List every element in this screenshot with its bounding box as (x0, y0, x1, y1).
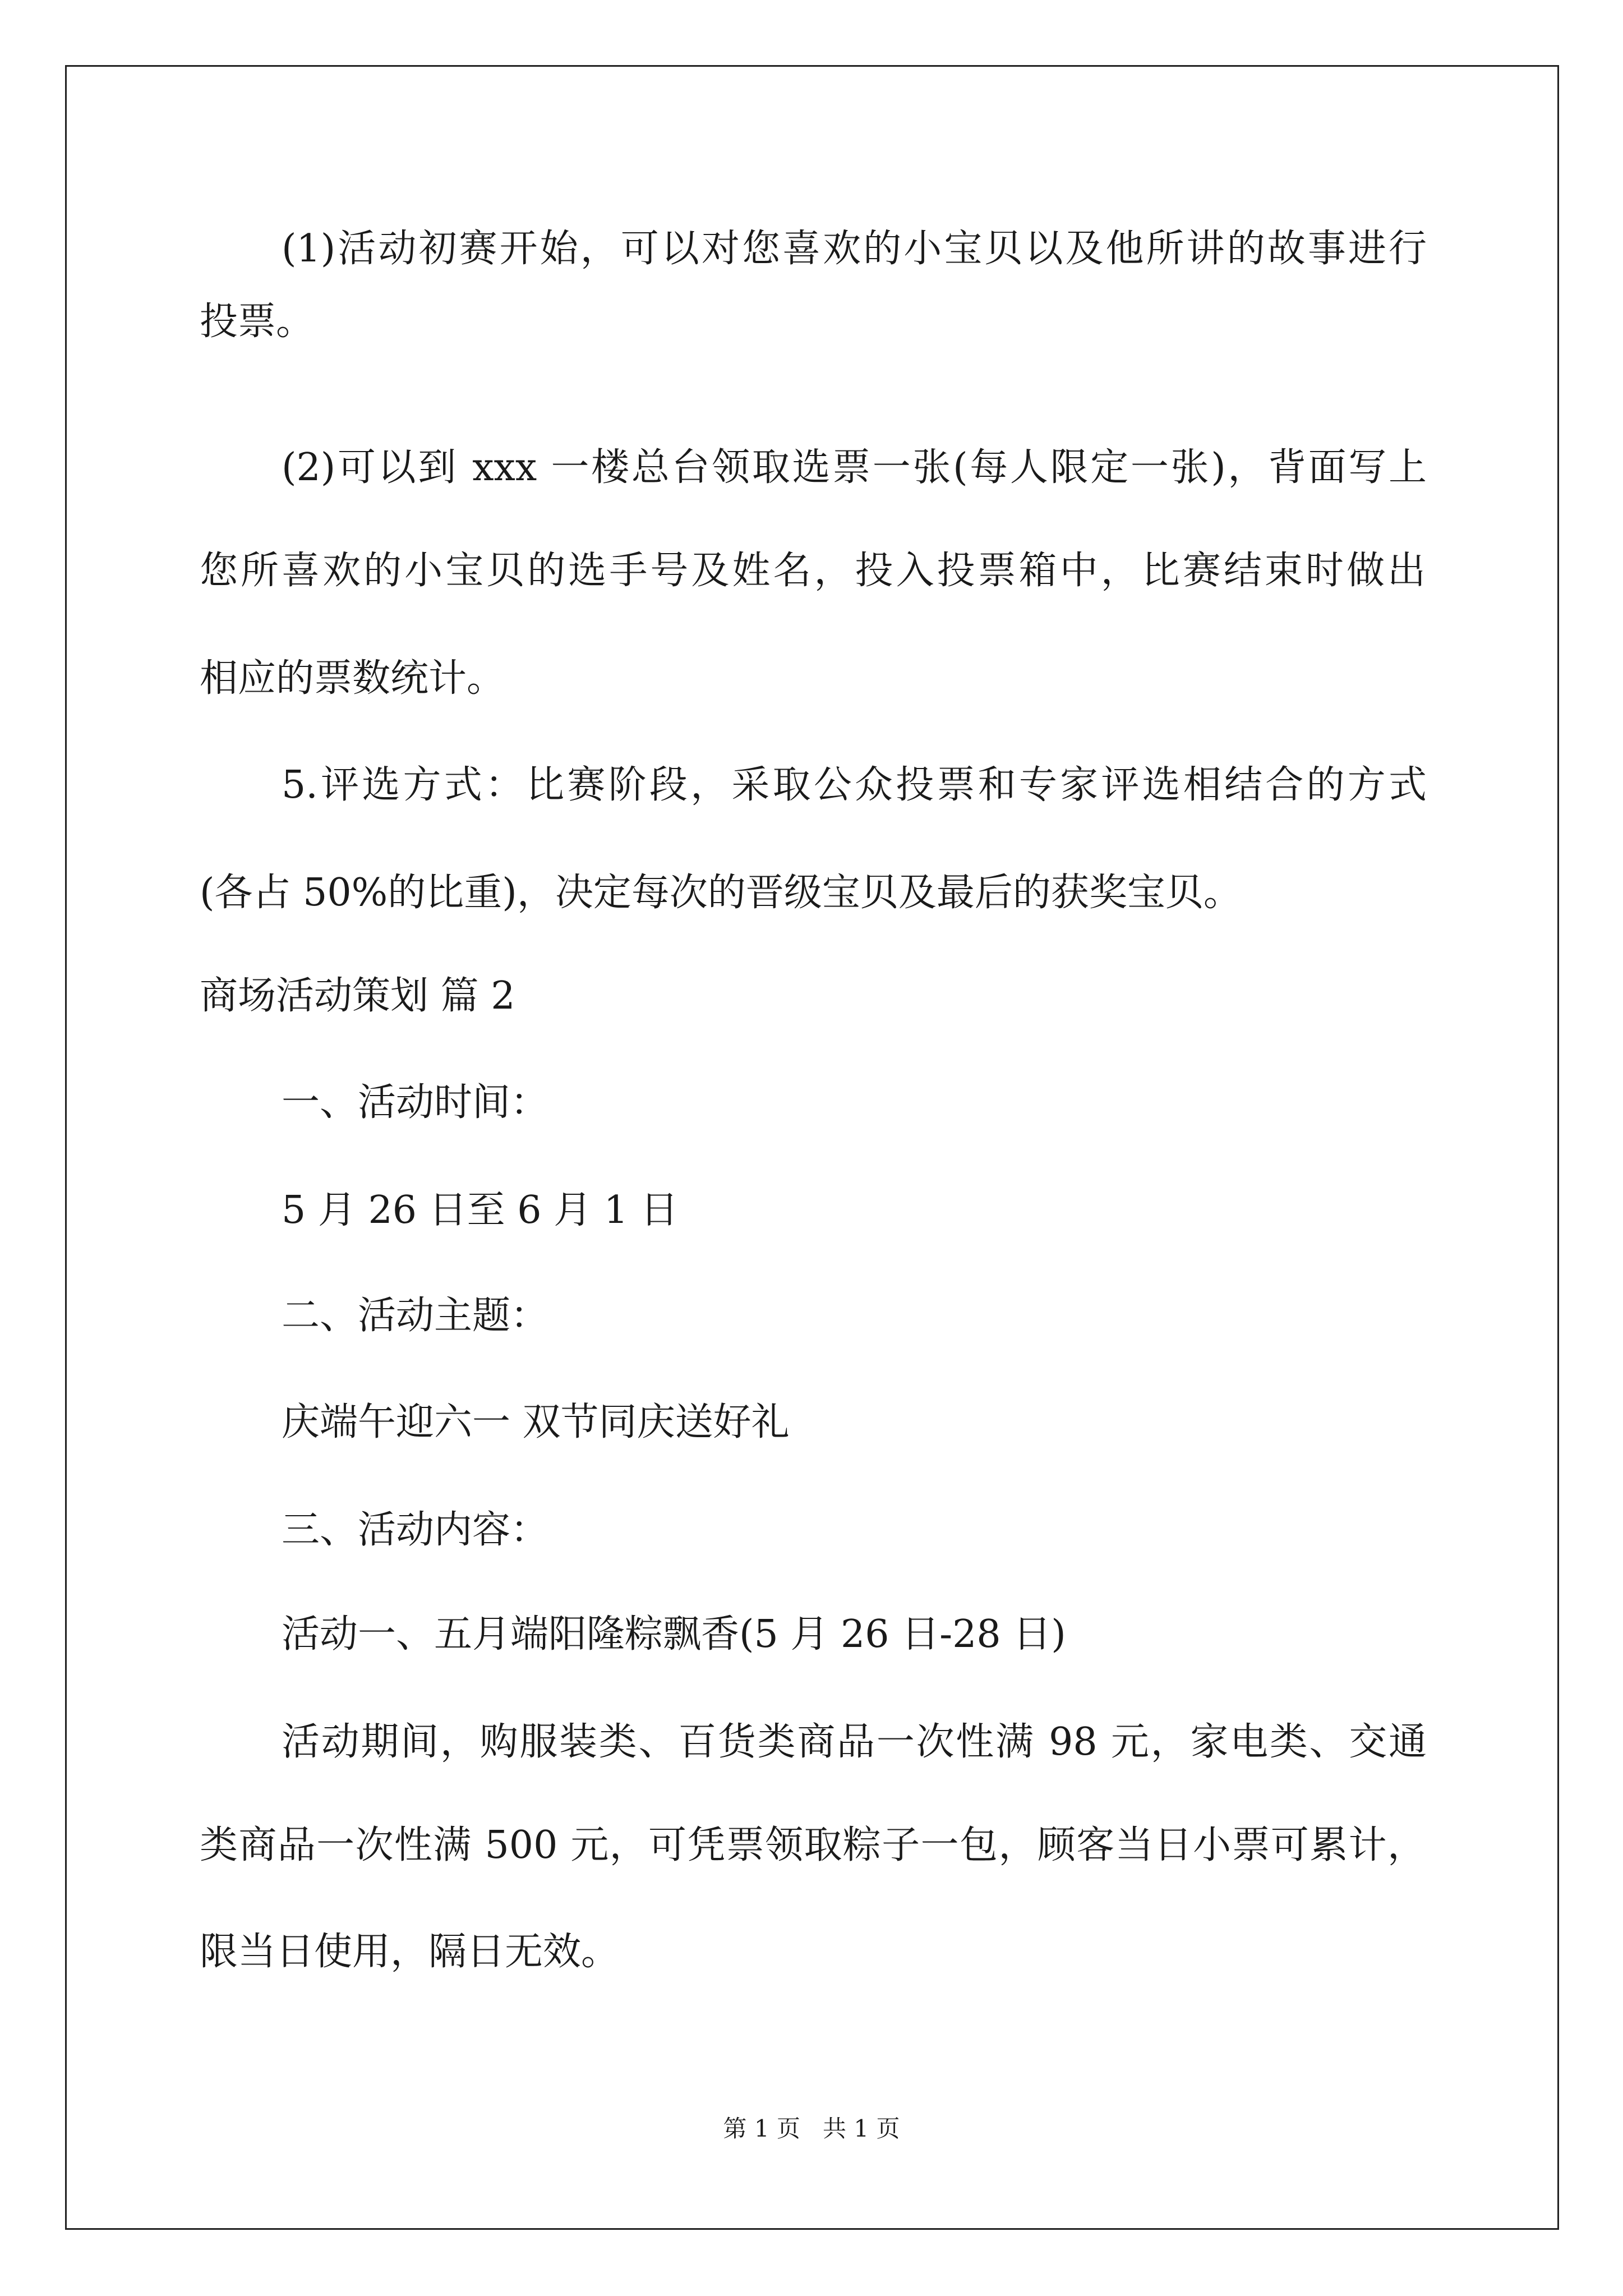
paragraph-line: 5.评选方式：比赛阶段，采取公众投票和专家评选相结合的方式 (282, 763, 1427, 807)
paragraph-line: 相应的票数统计。 (200, 656, 505, 701)
paragraph-line: 投票。 (200, 300, 315, 344)
paragraph-line: (2)可以到 xxx 一楼总台领取选票一张(每人限定一张)，背面写上 (282, 445, 1427, 490)
section-heading: 商场活动策划 篇 2 (200, 974, 515, 1018)
paragraph-line: (1)活动初赛开始，可以对您喜欢的小宝贝以及他所讲的故事进行 (282, 227, 1427, 271)
page-footer: 第 1 页 共 1 页 (723, 2115, 900, 2142)
paragraph-line: 庆端午迎六一 双节同庆送好礼 (282, 1400, 790, 1444)
page-frame (65, 65, 1559, 2230)
sub-heading: 一、活动时间： (282, 1080, 549, 1125)
paragraph-line: 5 月 26 日至 6 月 1 日 (282, 1188, 679, 1232)
sub-heading: 二、活动主题： (282, 1294, 549, 1338)
paragraph-line: (各占 50%的比重)，决定每次的晋级宝贝及最后的获奖宝贝。 (200, 871, 1242, 915)
paragraph-line: 活动期间，购服装类、百货类商品一次性满 98 元，家电类、交通 (282, 1720, 1427, 1764)
paragraph-line: 您所喜欢的小宝贝的选手号及姓名，投入投票箱中，比赛结束时做出 (200, 549, 1426, 593)
paragraph-line: 活动一、五月端阳隆粽飘香(5 月 26 日-28 日) (282, 1612, 1066, 1657)
sub-heading: 三、活动内容： (282, 1508, 549, 1552)
paragraph-line: 类商品一次性满 500 元，可凭票领取粽子一包，顾客当日小票可累计， (200, 1823, 1426, 1867)
paragraph-line: 限当日使用，隔日无效。 (200, 1930, 620, 1974)
